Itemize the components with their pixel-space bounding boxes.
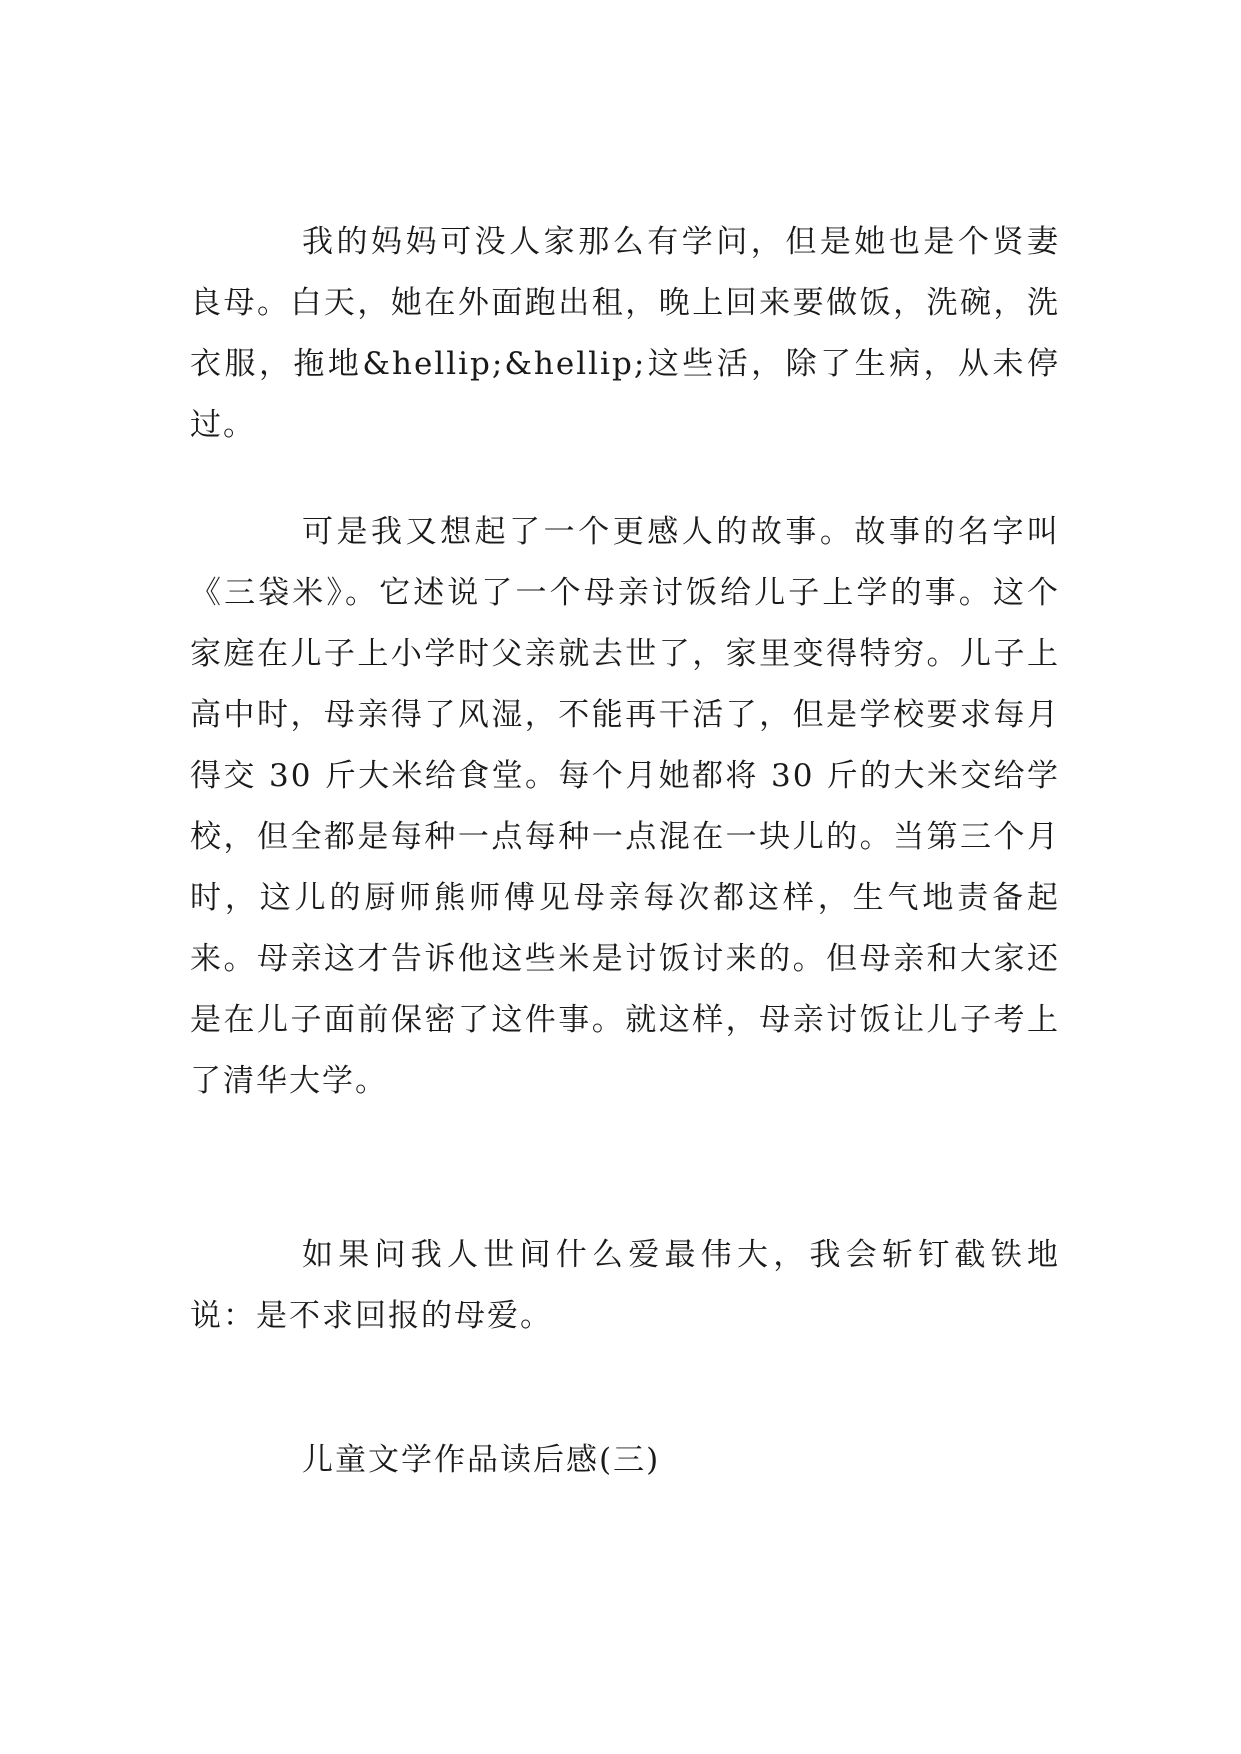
paragraph-mother-virtue: 我的妈妈可没人家那么有学问，但是她也是个贤妻良母。白天，她在外面跑出租，晚上回来要做饭，洗碗，洗衣服，拖地&hellip;&hellip;这些活，除了生病，从未停过。 [190,224,1060,443]
paragraph-greatest-love: 如果问我人世间什么爱最伟大，我会斩钉截铁地说：是不求回报的母爱。 [190,1237,1060,1334]
section-heading: 儿童文学作品读后感(三) [302,1442,661,1478]
paragraph-three-bags-of-rice: 可是我又想起了一个更感人的故事。故事的名字叫《三袋米》。它述说了一个母亲讨饭给儿子上学的事。这个家庭在儿子上小学时父亲就去世了，家里变得特穷。儿子上高中时，母亲得了风湿，不能再干活了，但是学校要求每月得交 30 斤大米给食堂。每个月她都将 30 斤的大米交给学校，但全都是每种一点每种一点混在一块儿的。当第三个月时，这儿的厨师熊师傅见母亲每次都这样，生气地责备起来。母亲这才告诉他这些米是讨饭讨来的。但母亲和大家还是在儿子面前保密了这件事。就这样，母亲讨饭让儿子考上了清华大学。 [190,514,1060,1099]
